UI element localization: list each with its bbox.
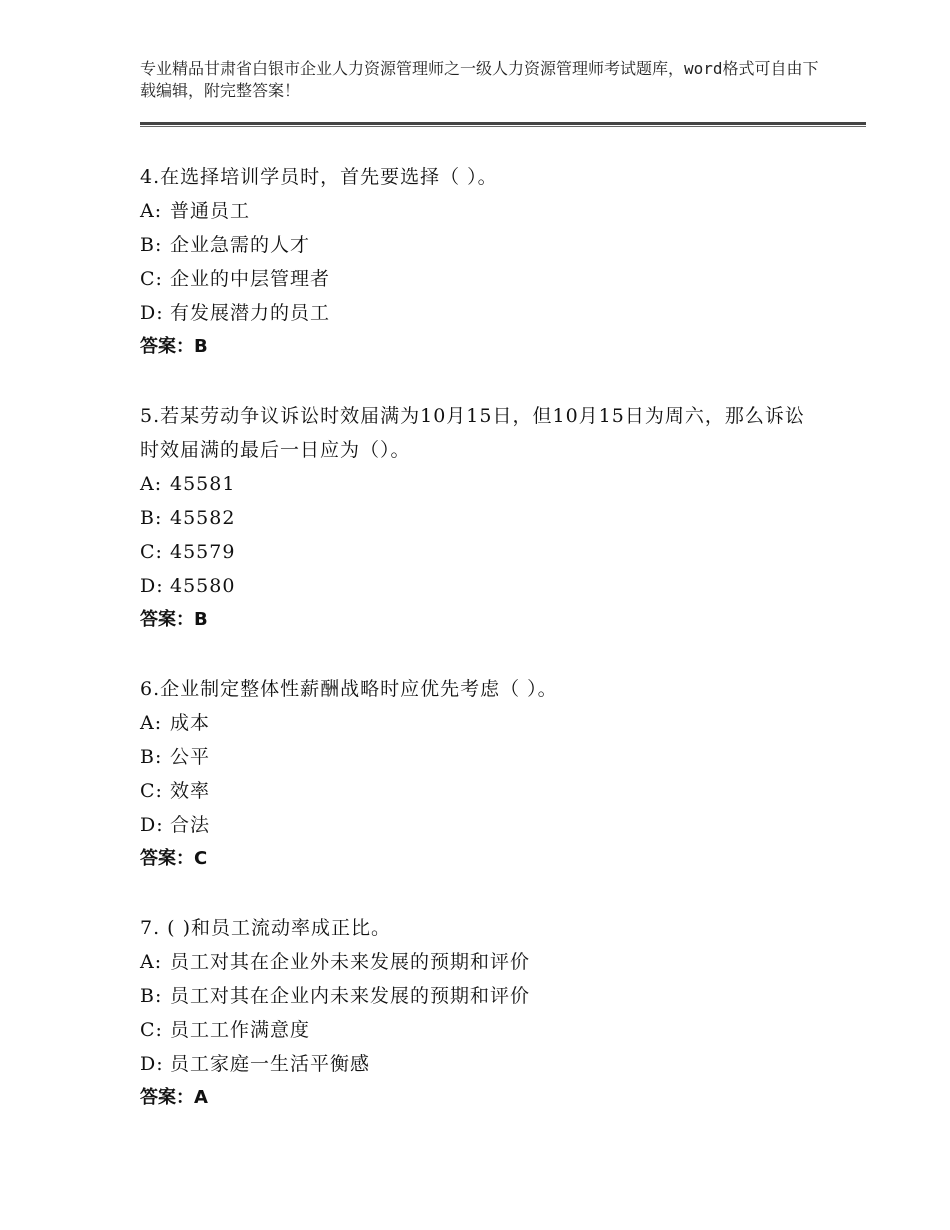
question-5	[140, 399, 820, 637]
option-key: A:	[140, 712, 163, 734]
question-6	[140, 672, 820, 876]
option-text: 45582	[170, 507, 236, 529]
option-c	[140, 262, 820, 296]
option-a	[140, 945, 820, 979]
option-key: C:	[140, 541, 163, 563]
option-b	[140, 740, 820, 774]
option-key: D:	[140, 302, 164, 324]
question-stem: 7. ( )和员工流动率成正比。	[140, 917, 392, 939]
option-key: B:	[140, 507, 163, 529]
option-key: C:	[140, 1019, 163, 1041]
option-d	[140, 1047, 820, 1081]
question-stem: 4.在选择培训学员时，首先要选择（ ）。	[140, 166, 498, 188]
document-header: 专业精品甘肃省白银市企业人力资源管理师之一级人力资源管理师考试题库，word格式可自由下载编辑，附完整答案！	[140, 59, 819, 100]
option-key: B:	[140, 985, 163, 1007]
option-text: 效率	[170, 780, 211, 802]
option-key: A:	[140, 473, 163, 495]
option-text: 45581	[170, 473, 236, 495]
option-text: 员工对其在企业外未来发展的预期和评价	[170, 951, 531, 973]
option-text: 45579	[170, 541, 236, 563]
option-b	[140, 228, 820, 262]
answer-label: 答案：C	[140, 848, 208, 869]
option-text: 企业的中层管理者	[170, 268, 331, 290]
option-key: C:	[140, 780, 163, 802]
option-a	[140, 706, 820, 740]
option-text: 企业急需的人才	[170, 234, 311, 256]
option-d	[140, 808, 820, 842]
option-text: 合法	[170, 814, 211, 836]
option-text: 员工工作满意度	[170, 1019, 311, 1041]
option-text: 有发展潜力的员工	[170, 302, 331, 324]
option-key: C:	[140, 268, 163, 290]
option-key: B:	[140, 746, 163, 768]
answer-label: 答案：B	[140, 609, 208, 630]
option-text: 普通员工	[170, 200, 251, 222]
option-b	[140, 501, 820, 535]
option-d	[140, 296, 820, 330]
option-d	[140, 569, 820, 603]
option-a	[140, 467, 820, 501]
option-key: D:	[140, 814, 164, 836]
option-text: 员工家庭一生活平衡感	[170, 1053, 371, 1075]
answer-label: 答案：A	[140, 1087, 208, 1108]
option-a	[140, 194, 820, 228]
option-b	[140, 979, 820, 1013]
option-text: 员工对其在企业内未来发展的预期和评价	[170, 985, 531, 1007]
answer-label: 答案：B	[140, 336, 208, 357]
option-key: D:	[140, 1053, 164, 1075]
header-divider	[140, 122, 866, 125]
option-text: 45580	[170, 575, 236, 597]
option-c	[140, 1013, 820, 1047]
option-key: D:	[140, 575, 164, 597]
option-key: A:	[140, 200, 163, 222]
question-stem: 5.若某劳动争议诉讼时效届满为10月15日，但10月15日为周六，那么诉讼时效届满的最后一日应为（）。	[140, 405, 805, 461]
option-key: A:	[140, 951, 163, 973]
option-text: 成本	[170, 712, 211, 734]
question-4	[140, 160, 820, 364]
header-divider-thin	[140, 126, 866, 127]
question-7	[140, 911, 820, 1115]
question-stem: 6.企业制定整体性薪酬战略时应优先考虑（ ）。	[140, 678, 558, 700]
option-key: B:	[140, 234, 163, 256]
option-text: 公平	[170, 746, 211, 768]
option-c	[140, 535, 820, 569]
option-c	[140, 774, 820, 808]
